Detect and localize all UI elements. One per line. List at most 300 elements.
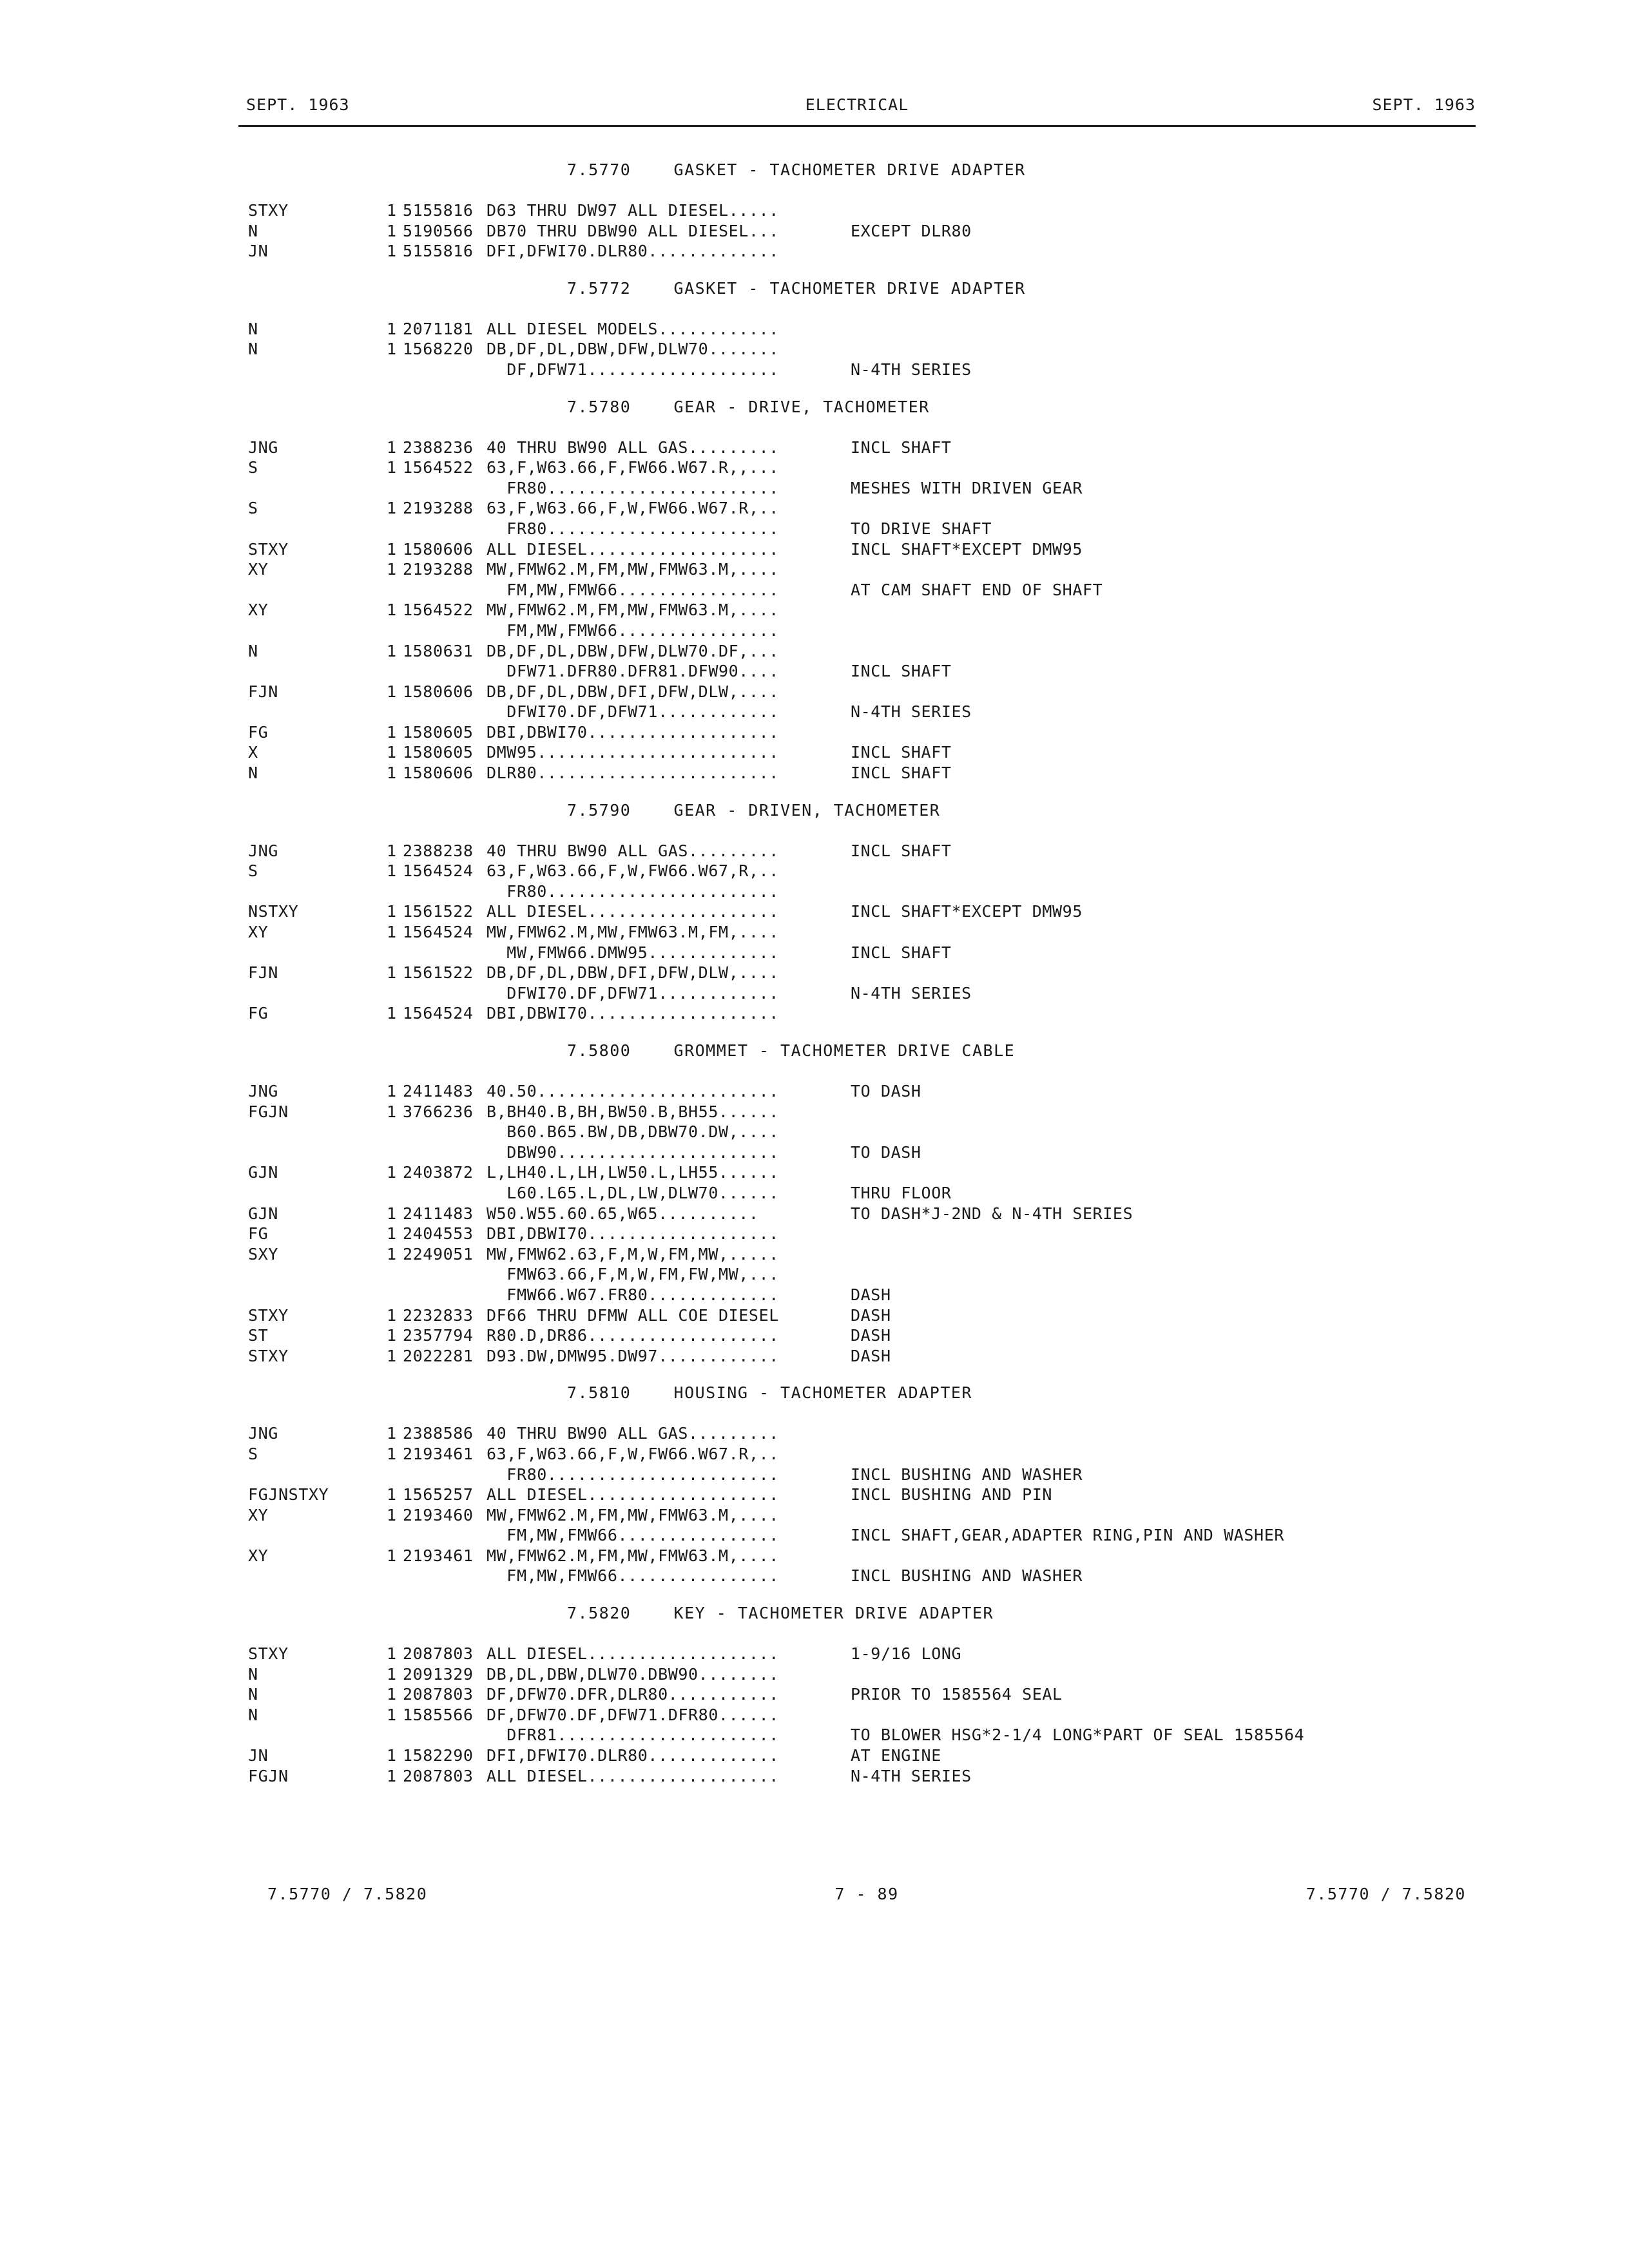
application: W50.W55.60.65,W65.......... (487, 1204, 759, 1223)
quantity: 1 (387, 1224, 397, 1244)
quantity: 1 (387, 1004, 397, 1023)
table-row (248, 1423, 1460, 1444)
header-rule (238, 125, 1476, 127)
remarks: AT ENGINE (851, 1746, 941, 1765)
application: FM,MW,FMW66................ (487, 580, 779, 599)
model-codes: JNG (248, 1424, 278, 1443)
model-codes: FGJN (248, 1102, 289, 1121)
application: DBW90...................... (487, 1142, 779, 1162)
application: DFW71.DFR80.DFR81.DFW90.... (487, 662, 779, 681)
table-row (248, 963, 1460, 983)
table-row (248, 1204, 1460, 1224)
model-codes (248, 519, 387, 539)
quantity: 1 (387, 437, 397, 457)
part-number (403, 1285, 487, 1305)
remarks (851, 1705, 1460, 1725)
table-row-continuation (248, 702, 1460, 722)
section-number: 7.5772 (567, 278, 631, 298)
part-number (403, 661, 487, 682)
remarks: INCL SHAFT (851, 943, 952, 962)
model-codes: N (248, 641, 258, 660)
part-number: 2403872 (403, 1163, 474, 1182)
table-row-continuation (248, 1183, 1460, 1204)
quantity (387, 360, 403, 380)
quantity: 1 (387, 1685, 397, 1704)
remarks (851, 1224, 1460, 1244)
remarks: TO DASH*J-2ND & N-4TH SERIES (851, 1204, 1133, 1223)
quantity: 1 (387, 499, 397, 518)
application: MW,FMW62.M,FM,MW,FMW63.M,.... (487, 1546, 779, 1565)
section-heading: HOUSING - TACHOMETER ADAPTER (673, 1383, 972, 1403)
application: DLR80........................ (487, 764, 779, 783)
section-number: 7.5780 (567, 397, 631, 416)
header-chapter-title: ELECTRICAL (805, 95, 909, 114)
remarks (851, 881, 1460, 902)
part-number: 2091329 (403, 1664, 474, 1684)
table-row-continuation (248, 1142, 1460, 1163)
model-codes: N (248, 1705, 258, 1724)
model-codes: FGJN (248, 1766, 289, 1785)
application: DFI,DFWI70.DLR80............. (487, 242, 779, 261)
part-number: 2388238 (403, 841, 474, 860)
quantity (387, 983, 403, 1004)
application: MW,FMW62.M,FM,MW,FMW63.M,.... (487, 560, 779, 579)
model-codes: NSTXY (248, 902, 299, 921)
model-codes (248, 1285, 387, 1305)
remarks: TO DASH (851, 1142, 921, 1162)
parts-section (248, 160, 1460, 278)
model-codes (248, 1183, 387, 1204)
model-codes: S (248, 499, 258, 518)
application: D93.DW,DMW95.DW97............ (487, 1346, 779, 1365)
table-row-continuation (248, 580, 1460, 601)
remarks: N-4TH SERIES (851, 1766, 972, 1785)
application: DB,DL,DBW,DLW70.DBW90........ (487, 1664, 779, 1684)
section-title (248, 1383, 1460, 1423)
table-row-continuation (248, 519, 1460, 539)
model-codes: FG (248, 722, 269, 742)
part-number (403, 580, 487, 601)
remarks: THRU FLOOR (851, 1183, 952, 1202)
table-row (248, 763, 1460, 783)
remarks: N-4TH SERIES (851, 983, 972, 1003)
model-codes: JNG (248, 437, 278, 457)
section-heading: KEY - TACHOMETER DRIVE ADAPTER (673, 1604, 994, 1623)
part-number: 1565257 (403, 1485, 474, 1504)
part-number (403, 1465, 487, 1485)
part-number: 2193288 (403, 560, 474, 579)
application: DFI,DFWI70.DLR80............. (487, 1746, 779, 1765)
model-codes: JNG (248, 841, 278, 860)
remarks: INCL BUSHING AND WASHER (851, 1465, 1083, 1484)
table-row (248, 922, 1460, 943)
model-codes: JN (248, 1746, 269, 1765)
section-number: 7.5770 (567, 160, 631, 179)
quantity: 1 (387, 861, 397, 881)
remarks: INCL SHAFT (851, 841, 952, 860)
model-codes (248, 1142, 387, 1163)
quantity (387, 1122, 403, 1142)
part-number (403, 360, 487, 380)
model-codes: N (248, 340, 258, 359)
remarks (851, 1264, 1460, 1285)
model-codes: XY (248, 923, 269, 942)
part-number: 2087803 (403, 1766, 474, 1785)
application: D63 THRU DW97 ALL DIESEL..... (487, 201, 779, 220)
table-row (248, 1003, 1460, 1024)
table-row (248, 437, 1460, 458)
model-codes (248, 943, 387, 963)
part-number: 1580605 (403, 722, 474, 742)
quantity: 1 (387, 1705, 397, 1724)
remarks (851, 200, 1460, 221)
model-codes (248, 1566, 387, 1586)
remarks: DASH (851, 1305, 891, 1325)
quantity (387, 943, 403, 963)
section-number: 7.5820 (567, 1604, 631, 1623)
part-number: 5155816 (403, 242, 474, 261)
quantity (387, 1183, 403, 1204)
model-codes: X (248, 743, 258, 762)
table-row (248, 1081, 1460, 1102)
application: MW,FMW62.M,MW,FMW63.M,FM,.... (487, 923, 779, 942)
quantity: 1 (387, 1163, 397, 1182)
application: ALL DIESEL MODELS............ (487, 319, 779, 338)
quantity (387, 1566, 403, 1586)
quantity: 1 (387, 458, 397, 477)
remarks: 1-9/16 LONG (851, 1644, 962, 1664)
application: FR80....................... (487, 478, 779, 497)
quantity: 1 (387, 1326, 397, 1345)
application: MW,FMW66.DMW95............. (487, 943, 779, 962)
model-codes: FGJNSTXY (248, 1485, 329, 1504)
application: 63,F,W63.66,F,W,FW66.W67.R,.. (487, 499, 779, 518)
remarks (851, 1546, 1460, 1566)
table-row (248, 241, 1460, 262)
quantity: 1 (387, 340, 397, 359)
model-codes: STXY (248, 539, 289, 559)
remarks: INCL SHAFT (851, 743, 952, 762)
quantity (387, 1285, 403, 1305)
model-codes (248, 661, 387, 682)
remarks: INCL SHAFT*EXCEPT DMW95 (851, 539, 1083, 559)
remarks (851, 1505, 1460, 1526)
part-number: 1580606 (403, 539, 474, 559)
model-codes: FG (248, 1004, 269, 1023)
table-row (248, 1664, 1460, 1685)
part-number: 2193461 (403, 1546, 474, 1565)
section-number: 7.5810 (567, 1383, 631, 1403)
quantity: 1 (387, 539, 397, 559)
quantity (387, 1142, 403, 1163)
section-title (248, 397, 1460, 437)
remarks: MESHES WITH DRIVEN GEAR (851, 478, 1083, 497)
remarks (851, 1423, 1460, 1444)
remarks (851, 1444, 1460, 1465)
table-row (248, 1766, 1460, 1787)
application: DFWI70.DF,DFW71............ (487, 702, 779, 722)
model-codes (248, 983, 387, 1004)
part-number: 2232833 (403, 1305, 474, 1325)
remarks (851, 641, 1460, 662)
table-row (248, 1644, 1460, 1664)
section-title (248, 160, 1460, 200)
quantity: 1 (387, 1505, 397, 1524)
part-number: 1564522 (403, 458, 474, 477)
part-number (403, 519, 487, 539)
remarks (851, 1003, 1460, 1024)
part-number: 2087803 (403, 1644, 474, 1664)
application: DF66 THRU DFMW ALL COE DIESEL (487, 1305, 779, 1325)
table-row (248, 1684, 1460, 1705)
remarks: INCL SHAFT (851, 662, 952, 681)
remarks: N-4TH SERIES (851, 702, 972, 722)
application: FMW63.66,F,M,W,FM,FW,MW,... (487, 1265, 779, 1284)
part-number: 2411483 (403, 1082, 474, 1100)
application: MW,FMW62.63,F,M,W,FM,MW,..... (487, 1244, 779, 1264)
application: FR80....................... (487, 1465, 779, 1484)
table-row-continuation (248, 620, 1460, 641)
quantity: 1 (387, 1766, 397, 1785)
part-number: 1580605 (403, 743, 474, 762)
model-codes: GJN (248, 1204, 278, 1223)
table-row (248, 682, 1460, 702)
table-row-continuation (248, 1264, 1460, 1285)
table-row (248, 1305, 1460, 1326)
model-codes (248, 580, 387, 601)
table-row (248, 1444, 1460, 1465)
model-codes: STXY (248, 1644, 289, 1664)
application: DF,DFW70.DF,DFW71.DFR80...... (487, 1705, 779, 1724)
application: FM,MW,FMW66................ (487, 1526, 779, 1545)
table-row (248, 319, 1460, 340)
section-title (248, 1041, 1460, 1081)
quantity: 1 (387, 764, 397, 783)
quantity: 1 (387, 1485, 397, 1504)
quantity: 1 (387, 1444, 397, 1463)
application: DB,DF,DL,DBW,DFI,DFW,DLW,.... (487, 963, 779, 983)
table-row (248, 742, 1460, 763)
part-number (403, 983, 487, 1004)
remarks (851, 1664, 1460, 1685)
quantity: 1 (387, 722, 397, 742)
part-number (403, 1142, 487, 1163)
model-codes: STXY (248, 201, 289, 220)
application: ALL DIESEL................... (487, 902, 779, 921)
remarks (851, 319, 1460, 340)
remarks (851, 922, 1460, 943)
quantity: 1 (387, 1082, 397, 1100)
quantity (387, 519, 403, 539)
model-codes (248, 620, 387, 641)
part-number: 1580631 (403, 641, 474, 660)
remarks (851, 861, 1460, 881)
remarks: DASH (851, 1326, 891, 1345)
table-row (248, 1162, 1460, 1183)
remarks (851, 682, 1460, 702)
part-number: 1564524 (403, 861, 474, 881)
application: ALL DIESEL................... (487, 1485, 779, 1504)
remarks: INCL SHAFT (851, 764, 952, 783)
quantity (387, 702, 403, 722)
part-number: 1585566 (403, 1705, 474, 1724)
footer-page-number: 7 - 89 (834, 1885, 899, 1903)
footer-range-left: 7.5770 / 7.5820 (267, 1885, 428, 1903)
parts-section (248, 800, 1460, 1041)
remarks: DASH (851, 1285, 891, 1304)
model-codes (248, 881, 387, 902)
model-codes (248, 1725, 387, 1745)
parts-section (248, 1383, 1460, 1603)
part-number: 1582290 (403, 1746, 474, 1765)
application: 40 THRU BW90 ALL GAS......... (487, 437, 779, 457)
table-row (248, 498, 1460, 519)
table-row (248, 600, 1460, 620)
part-number: 1561522 (403, 963, 474, 983)
remarks: N-4TH SERIES (851, 360, 972, 379)
quantity: 1 (387, 1102, 397, 1121)
table-row (248, 1546, 1460, 1566)
application: DBI,DBWI70................... (487, 1224, 779, 1244)
model-codes: N (248, 1685, 258, 1704)
part-number: 2193461 (403, 1444, 474, 1463)
quantity: 1 (387, 743, 397, 762)
quantity (387, 1465, 403, 1485)
application: FR80....................... (487, 519, 779, 538)
remarks (851, 1244, 1460, 1265)
remarks: TO DRIVE SHAFT (851, 519, 992, 538)
table-row (248, 339, 1460, 360)
part-number: 2249051 (403, 1244, 474, 1264)
section-heading: GEAR - DRIVE, TACHOMETER (673, 397, 930, 416)
quantity: 1 (387, 1346, 397, 1365)
table-row-continuation (248, 360, 1460, 380)
quantity: 1 (387, 1664, 397, 1684)
model-codes (248, 478, 387, 499)
remarks: PRIOR TO 1585564 SEAL (851, 1685, 1063, 1704)
remarks: AT CAM SHAFT END OF SHAFT (851, 580, 1103, 599)
application: DFWI70.DF,DFW71............ (487, 983, 779, 1003)
quantity (387, 580, 403, 601)
remarks: INCL BUSHING AND WASHER (851, 1566, 1083, 1586)
application: DB,DF,DL,DBW,DFW,DLW70.DF,... (487, 641, 779, 660)
quantity: 1 (387, 201, 397, 220)
parts-list (248, 160, 1460, 1803)
model-codes: N (248, 221, 258, 240)
table-row-continuation (248, 1122, 1460, 1142)
application: DF,DFW70.DFR,DLR80........... (487, 1685, 779, 1704)
model-codes: N (248, 1664, 258, 1684)
remarks (851, 1162, 1460, 1183)
table-row-continuation (248, 1566, 1460, 1586)
table-row (248, 1745, 1460, 1766)
application: MW,FMW62.M,FM,MW,FMW63.M,.... (487, 601, 779, 620)
quantity: 1 (387, 1305, 397, 1325)
part-number (403, 702, 487, 722)
model-codes: JNG (248, 1082, 278, 1100)
remarks (851, 457, 1460, 478)
table-row-continuation (248, 943, 1460, 963)
quantity: 1 (387, 221, 397, 240)
model-codes (248, 1465, 387, 1485)
part-number: 1568220 (403, 340, 474, 359)
footer-range-right: 7.5770 / 7.5820 (1306, 1885, 1466, 1903)
part-number: 1564524 (403, 1004, 474, 1023)
application: FMW66.W67.FR80............. (487, 1285, 779, 1304)
part-number: 1580606 (403, 764, 474, 783)
quantity: 1 (387, 841, 397, 860)
application: MW,FMW62.M,FM,MW,FMW63.M,.... (487, 1505, 779, 1524)
table-row-continuation (248, 1725, 1460, 1745)
part-number: 2388586 (403, 1424, 474, 1443)
model-codes: S (248, 861, 258, 881)
quantity: 1 (387, 1424, 397, 1443)
quantity (387, 478, 403, 499)
header-date-right: SEPT. 1963 (1372, 95, 1476, 114)
application: B,BH40.B,BH,BW50.B,BH55...... (487, 1102, 779, 1121)
remarks (851, 1122, 1460, 1142)
quantity: 1 (387, 963, 397, 983)
quantity: 1 (387, 601, 397, 620)
remarks (851, 498, 1460, 519)
application: DFR81...................... (487, 1725, 779, 1745)
table-row-continuation (248, 983, 1460, 1004)
application: FM,MW,FMW66................ (487, 1566, 779, 1586)
table-row (248, 1485, 1460, 1505)
application: DF,DFW71................... (487, 360, 779, 379)
part-number: 2087803 (403, 1685, 474, 1704)
part-number (403, 1566, 487, 1586)
remarks (851, 620, 1460, 641)
remarks (851, 559, 1460, 580)
table-row-continuation (248, 1465, 1460, 1485)
part-number (403, 1264, 487, 1285)
part-number: 2357794 (403, 1326, 474, 1345)
table-row (248, 1102, 1460, 1122)
section-heading: GROMMET - TACHOMETER DRIVE CABLE (673, 1041, 1016, 1060)
part-number (403, 1725, 487, 1745)
application: 63,F,W63.66,F,FW66.W67.R,,... (487, 458, 779, 477)
table-row (248, 539, 1460, 560)
quantity: 1 (387, 242, 397, 261)
table-row-continuation (248, 478, 1460, 499)
part-number: 5155816 (403, 201, 474, 220)
application: 40.50........................ (487, 1082, 779, 1100)
application: L60.L65.L,DL,LW,DLW70...... (487, 1183, 779, 1202)
model-codes (248, 1264, 387, 1285)
header-date-left: SEPT. 1963 (246, 95, 350, 114)
part-number (403, 1122, 487, 1142)
part-number: 1564524 (403, 923, 474, 942)
application: L,LH40.L,LH,LW50.L,LH55...... (487, 1163, 779, 1182)
part-number: 1564522 (403, 601, 474, 620)
application: 63,F,W63.66,F,W,FW66.W67.R,.. (487, 1444, 779, 1463)
remarks: INCL SHAFT (851, 437, 952, 457)
application: DMW95........................ (487, 743, 779, 762)
model-codes: FJN (248, 682, 278, 701)
application: DBI,DBWI70................... (487, 722, 779, 742)
part-number: 1561522 (403, 902, 474, 921)
application: B60.B65.BW,DB,DBW70.DW,.... (487, 1122, 779, 1142)
model-codes: GJN (248, 1163, 278, 1182)
remarks: TO BLOWER HSG*2-1/4 LONG*PART OF SEAL 1585564 (851, 1725, 1305, 1745)
application: DB,DF,DL,DBW,DFW,DLW70....... (487, 340, 779, 359)
part-number: 3766236 (403, 1102, 474, 1121)
parts-section (248, 397, 1460, 800)
table-row-continuation (248, 1285, 1460, 1305)
part-number: 2193288 (403, 499, 474, 518)
remarks (851, 339, 1460, 360)
